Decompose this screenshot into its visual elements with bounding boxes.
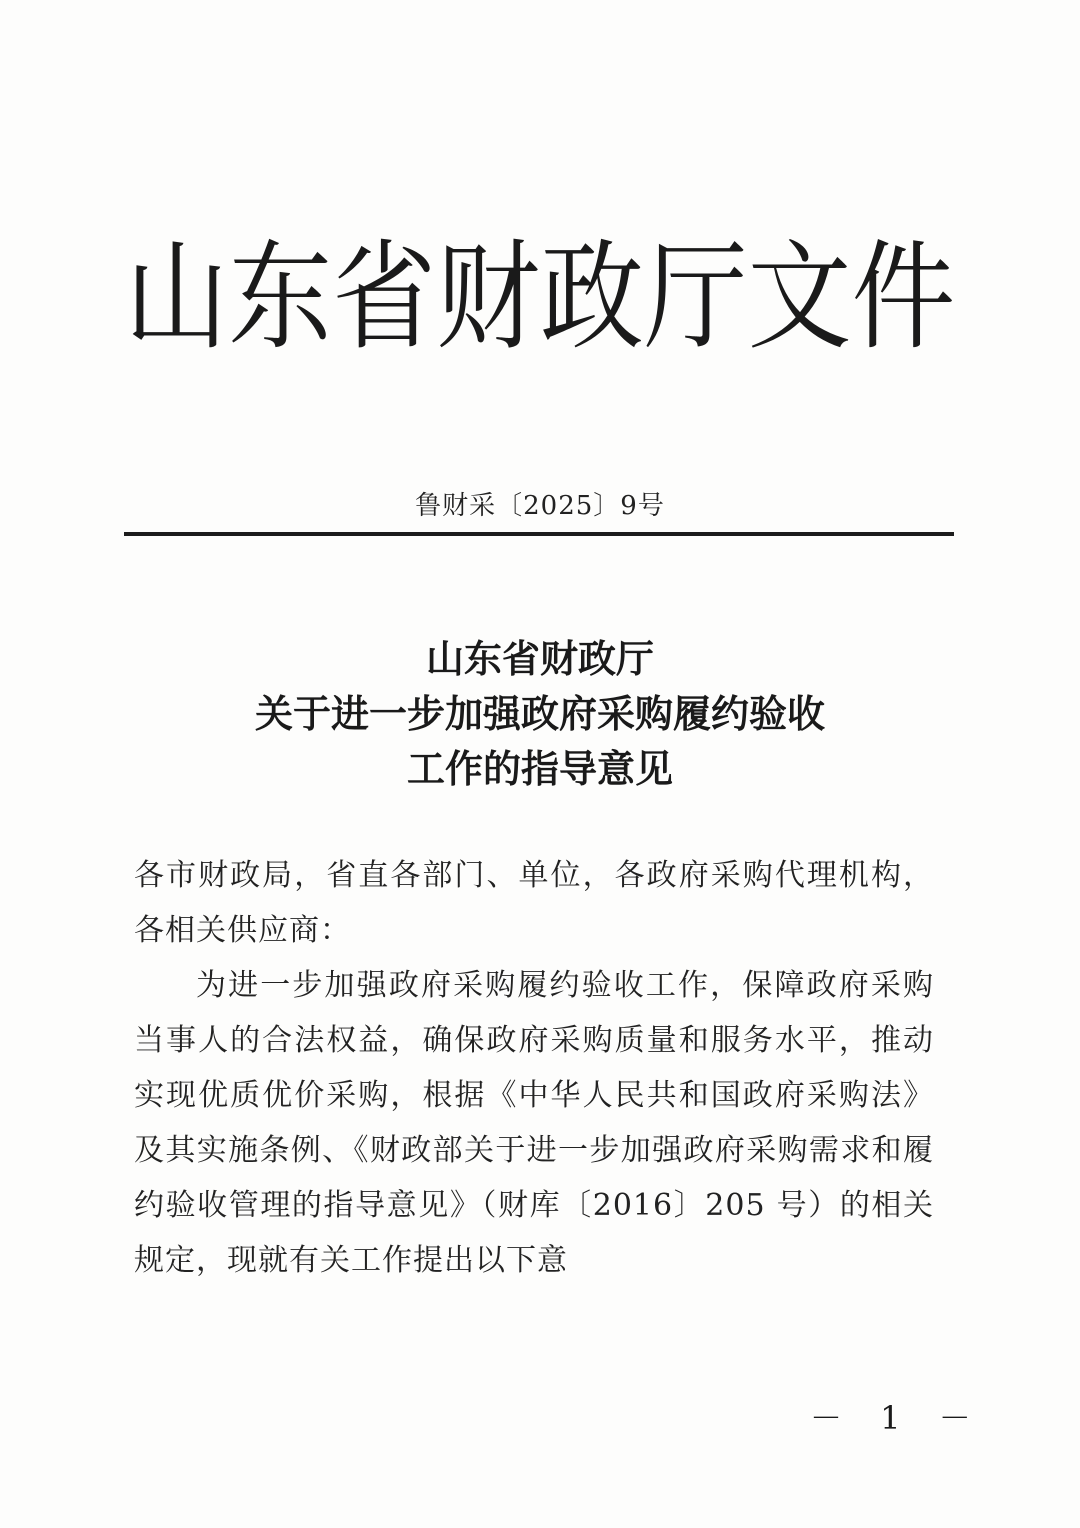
page-number: － 1 －: [810, 1399, 985, 1437]
document-number: 鲁财采〔2025〕9号: [415, 491, 665, 521]
document-title-line-2: 关于进一步加强政府采购履约验收: [254, 692, 825, 736]
header-separator-line: [124, 532, 954, 536]
document-title-line-3: 工作的指导意见: [406, 747, 673, 791]
body-paragraph: 为进一步加强政府采购履约验收工作，保障政府采购当事人的合法权益，确保政府采购质量和服务水平，推动实现优质优价采购，根据《中华人民共和国政府采购法》及其实施条例、《财政部关于进一步加强政府采购需求和履约验收管理的指导意见》（财库〔2016〕205 号）的相关规定，现就有关工作提出以下意: [134, 968, 934, 1278]
document-title-line-1: 山东省财政厅: [425, 637, 654, 681]
document-body: [134, 848, 934, 1288]
document-title: [0, 632, 1080, 797]
issuer-header-title: 山东省财政厅文件: [124, 228, 956, 366]
addressee-line: 各市财政局，省直各部门、单位，各政府采购代理机构，各相关供应商：: [134, 858, 934, 948]
